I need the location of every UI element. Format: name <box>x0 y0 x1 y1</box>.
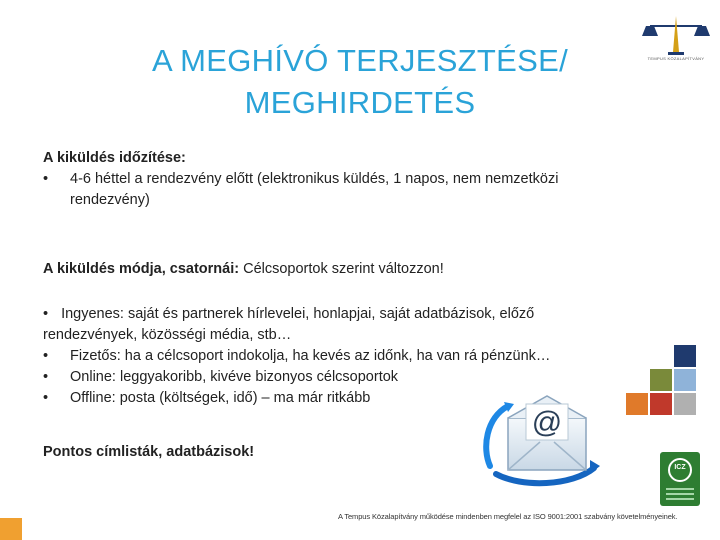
list-item <box>43 169 633 211</box>
bullet-icon: • <box>43 390 49 406</box>
page-title-line1: A MEGHÍVÓ TERJESZTÉSE/ <box>151 43 568 78</box>
timing-item-line1: 4-6 héttel a rendezvény előtt (elektronikus küldés, 1 napos, nem nemzetközi <box>70 171 559 187</box>
decor-square <box>650 369 672 391</box>
scales-logo-icon <box>640 12 712 56</box>
email-envelope-icon <box>482 388 612 488</box>
online-option: Online: leggyakoribb, kivéve bizonyos célcsoportok <box>70 369 399 385</box>
at-symbol: @ <box>531 406 563 439</box>
offline-option: Offline: posta (költségek, idő) – ma már ritkább <box>70 390 371 406</box>
cert-line <box>666 488 694 490</box>
footer-iso-note: A Tempus Közalapítvány működése mindenben megfelel az ISO 9001:2001 szabvány követelményeinek. <box>338 512 678 521</box>
paid-option: Fizetős: ha a célcsoport indokolja, ha kevés az időnk, ha van rá pénzünk… <box>70 348 551 364</box>
free-option-line2: rendezvények, közösségi média, stb… <box>43 327 292 343</box>
timing-item-line2: rendezvény) <box>70 192 150 208</box>
decor-square <box>650 393 672 415</box>
decor-square <box>674 369 696 391</box>
decor-square <box>674 393 696 415</box>
bullet-icon: • <box>43 306 49 322</box>
tempus-logo <box>640 12 712 64</box>
page-title <box>60 40 660 124</box>
cert-label: ICZ <box>674 464 686 471</box>
cert-line <box>666 493 694 495</box>
bullet-icon: • <box>43 348 49 364</box>
timing-heading: A kiküldés időzítése: <box>43 150 186 166</box>
free-option-line1: Ingyenes: saját és partnerek hírlevelei, honlapjai, saját adatbázisok, előző <box>61 306 535 322</box>
channels-section <box>43 259 633 280</box>
bullet-icon: • <box>43 369 49 385</box>
channels-subheading: Célcsoportok szerint változzon! <box>239 261 444 277</box>
closing-note: Pontos címlisták, adatbázisok! <box>43 444 255 460</box>
corner-accent <box>0 518 22 540</box>
decor-square <box>674 345 696 367</box>
channels-heading: A kiküldés módja, csatornái: <box>43 261 240 277</box>
timing-section <box>43 148 633 211</box>
list-item <box>43 346 633 367</box>
list-item <box>43 367 633 388</box>
decorative-squares <box>626 345 698 417</box>
bullet-icon: • <box>43 171 49 187</box>
decor-square <box>626 393 648 415</box>
email-envelope-graphic <box>482 388 612 488</box>
list-item <box>43 304 633 325</box>
cert-line <box>666 498 694 500</box>
iso-certificate-icon <box>660 452 700 506</box>
page-title-line2: MEGHIRDETÉS <box>244 85 476 120</box>
logo-caption: TEMPUS KÖZALAPÍTVÁNY <box>647 56 705 61</box>
